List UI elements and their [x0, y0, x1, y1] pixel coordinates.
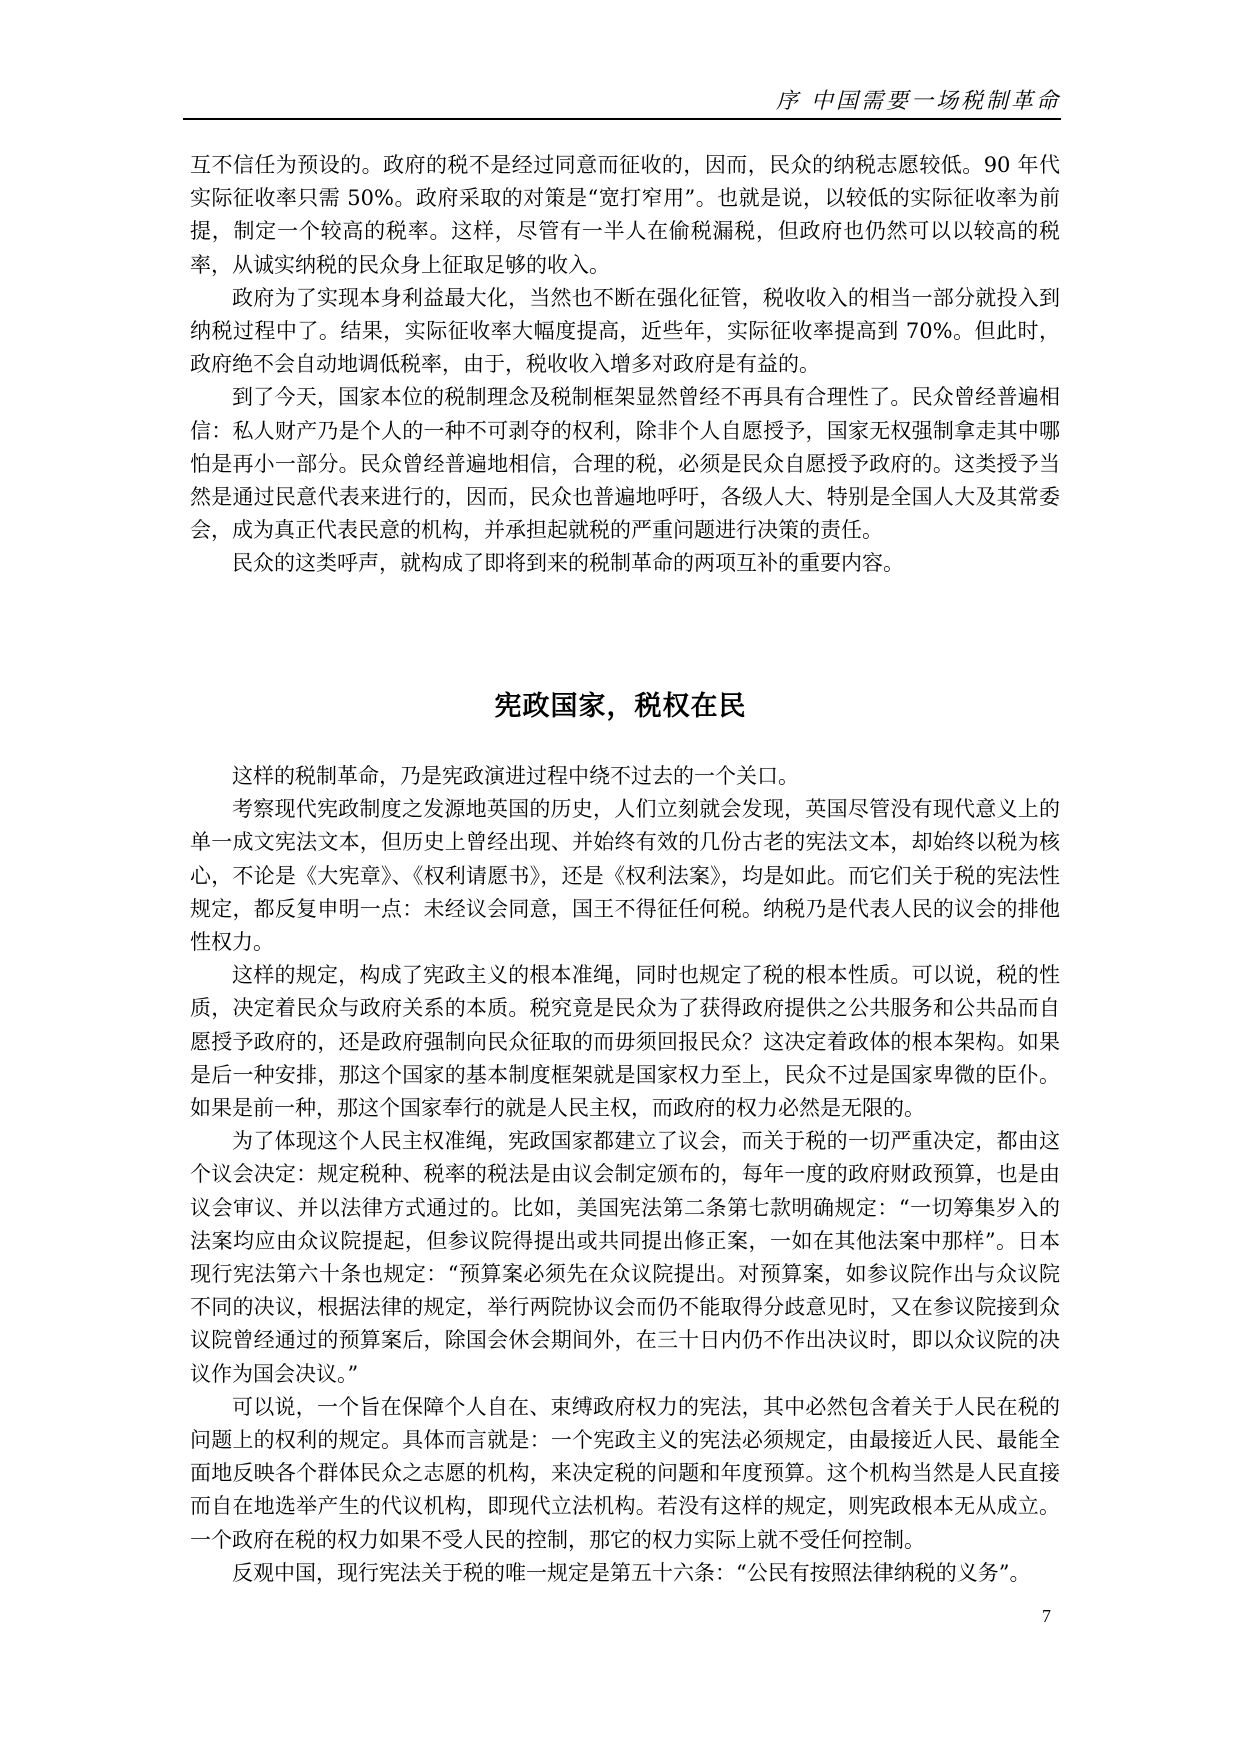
paragraph: 这样的规定，构成了宪政主义的根本准绳，同时也规定了税的根本性质。可以说，税的性质，决定着民众与政府关系的本质。税究竟是民众为了获得政府提供之公共服务和公共品而自愿授予政府的，还是政府强制向民众征取的而毋须回报民众？这决定着政体的根本架构。如果是后一种安排，那这个国家的基本制度框架就是国家权力至上，民众不过是国家卑微的臣仆。如果是前一种，那这个国家奉行的就是人民主权，而政府的权力必然是无限的。 [190, 963, 1060, 1121]
paragraph: 互不信任为预设的。政府的税不是经过同意而征收的，因而，民众的纳税志愿较低。90 年代实际征收率只需 50%。政府采取的对策是“宽打窄用”。也就是说，以较低的实际征收率为前提，制定一个较高的税率。这样，尽管有一半人在偷税漏税，但政府也仍然可以以较高的税率，从诚实纳税的民众身上征取足够的收入。 [190, 153, 1060, 277]
paragraph: 为了体现这个人民主权准绳，宪政国家都建立了议会，而关于税的一切严重决定，都由这个议会决定：规定税种、税率的税法是由议会制定颁布的，每年一度的政府财政预算，也是由议会审议、并以法律方式通过的。比如，美国宪法第二条第七款明确规定：“一切筹集岁入的法案均应由众议院提起，但参议院得提出或共同提出修正案，一如在其他法案中那样”。日本现行宪法第六十条也规定：“预算案必须先在众议院提出。对预算案，如参议院作出与众议院不同的决议，根据法律的规定，举行两院协议会而仍不能取得分歧意见时，又在参议院接到众议院曾经通过的预算案后，除国会休会期间外，在三十日内仍不作出决议时，即以众议院的决议作为国会决议。” [190, 1129, 1060, 1386]
paragraph: 民众的这类呼声，就构成了即将到来的税制革命的两项互补的重要内容。 [232, 551, 904, 576]
paragraph: 可以说，一个旨在保障个人自在、束缚政府权力的宪法，其中必然包含着关于人民在税的问题上的权利的规定。具体而言就是：一个宪政主义的宪法必须规定，由最接近人民、最能全面地反映各个群体民众之志愿的机构，来决定税的问题和年度预算。这个机构当然是人民直接而自在地选举产生的代议机构，即现代立法机构。若没有这样的规定，则宪政根本无从成立。一个政府在税的权力如果不受人民的控制，那它的权力实际上就不受任何控制。 [190, 1394, 1060, 1552]
running-header: 序 中国需要一场税制革命 [776, 89, 1061, 114]
section-2-body [190, 760, 1060, 1590]
paragraph: 这样的税制革命，乃是宪政演进过程中绕不过去的一个关口。 [232, 764, 799, 788]
paragraph: 考察现代宪政制度之发源地英国的历史，人们立刻就会发现，英国尽管没有现代意义上的单一成文宪法文本，但历史上曾经出现、并始终有效的几份古老的宪法文本，却始终以税为核心，不论是《大宪章》、《权利请愿书》，还是《权利法案》，均是如此。而它们关于税的宪法性规定，都反复申明一点：未经议会同意，国王不得征任何税。纳税乃是代表人民的议会的排他性权力。 [190, 797, 1060, 955]
header-rule [183, 118, 1061, 120]
paragraph: 政府为了实现本身利益最大化，当然也不断在强化征管，税收收入的相当一部分就投入到纳税过程中了。结果，实际征收率大幅度提高，近些年，实际征收率提高到 70%。但此时，政府绝不会自动地调低税率，由于，税收收入增多对政府是有益的。 [190, 285, 1060, 377]
section-1-body [190, 149, 1060, 581]
paragraph: 反观中国，现行宪法关于税的唯一规定是第五十六条：“公民有按照法律纳税的义务”。 [232, 1560, 1031, 1585]
paragraph: 到了今天，国家本位的税制理念及税制框架显然曾经不再具有合理性了。民众曾经普遍相信：私人财产乃是个人的一种不可剥夺的权利，除非个人自愿授予，国家无权强制拿走其中哪怕是再小一部分。民众曾经普遍地相信，合理的税，必须是民众自愿授予政府的。这类授予当然是通过民意代表来进行的，因而，民众也普遍地呼吁，各级人大、特别是全国人大及其常委会，成为真正代表民意的机构，并承担起就税的严重问题进行决策的责任。 [190, 385, 1060, 543]
section-title: 宪政国家，税权在民 [494, 691, 747, 722]
page-number: 7 [1042, 1606, 1051, 1626]
